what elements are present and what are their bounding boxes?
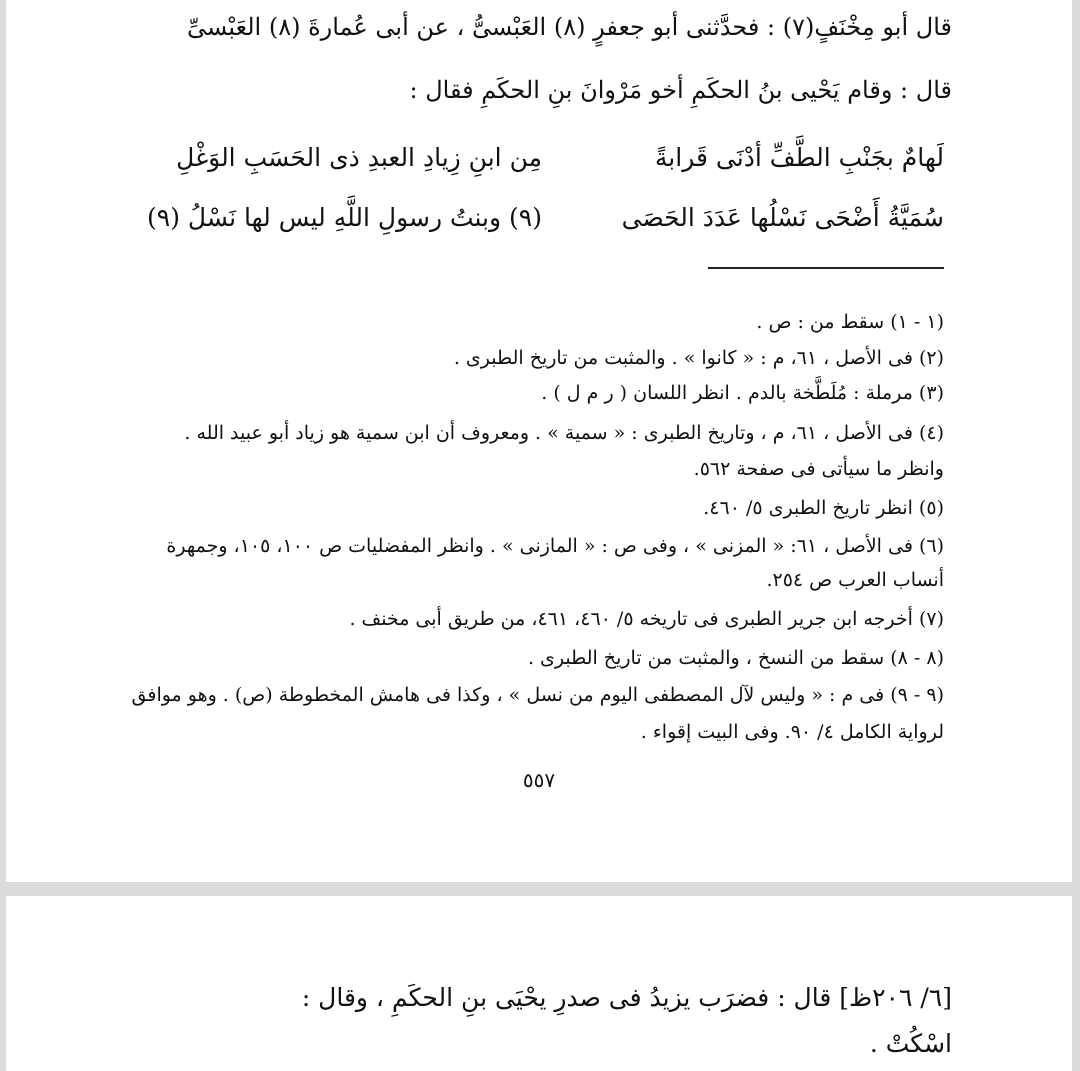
footnote-line: (١ - ١) سقط من : ص . [756,311,944,333]
footnote-line: (٧) أخرجه ابن جرير الطبرى فى تاريخه ٥/ ٤٦٠، ٤٦١، من طريق أبى مخنف . [349,608,944,630]
footnote-line: (٩ - ٩) فى م : « وليس لآل المصطفى اليوم من نسل » ، وكذا فى هامش المخطوطة (ص) . وهو موافق [131,684,944,706]
book-page-557 [6,0,1072,882]
verse-2-first-hemistich: سُمَيَّةُ أَضْحَى نَسْلُها عَدَدَ الحَصَى [621,203,944,232]
footnote-line: وانظر ما سيأتى فى صفحة ٥٦٢. [693,458,944,480]
footnote-line: (٨ - ٨) سقط من النسخ ، والمثبت من تاريخ الطبرى . [527,647,944,669]
footnote-line: (٣) مرملة : مُلَطَّخة بالدم . انظر اللسان ( ر م ل ) . [541,382,944,404]
intro-line-2: قال : وقام يَحْيى بنُ الحكَمِ أخو مَرْوانَ بنِ الحكَمِ فقال : [409,76,952,104]
footnote-line: (٢) فى الأصل ، ٦١، م : « كانوا » . والمثبت من تاريخ الطبرى . [453,347,944,369]
footnote-separator [708,267,944,269]
footnote-line: أنساب العرب ص ٢٥٤. [766,569,944,591]
footnote-line: (٤) فى الأصل ، ٦١، م ، وتاريخ الطبرى : « سمية » . ومعروف أن ابن سمية هو زياد أبو عبيد الله . [184,422,944,444]
verse-1-second-hemistich: مِن ابنِ زِيادِ العبدِ ذى الحَسَبِ الوَغْلِ [176,143,542,172]
page-number: ٥٥٧ [522,768,556,792]
verse-2-second-hemistich: (٩) وبنتُ رسولِ اللَّهِ ليس لها نَسْلُ (٩) [147,203,542,232]
body-line-2: اسْكُتْ . [869,1029,952,1058]
body-line-1: [٦/ ٢٠٦ظ] قال : فضرَب يزيدُ فى صدرِ يحْيَى بنِ الحكَمِ ، وقال : [301,983,952,1012]
verse-1-first-hemistich: لَهامٌ بجَنْبِ الطَّفِّ أدْنَى قَرابةً [654,143,944,172]
footnote-line: لرواية الكامل ٤/ ٩٠. وفى البيت إقواء . [640,721,944,743]
book-page-next [6,896,1072,1071]
footnote-line: (٥) انظر تاريخ الطبرى ٥/ ٤٦٠. [703,497,944,519]
footnote-line: (٦) فى الأصل ، ٦١: « المزنى » ، وفى ص : « المازنى » . وانظر المفضليات ص ١٠٠، ١٠٥، وجمهرة [166,535,944,557]
intro-line-1: قال أبو مِخْنَفٍ(٧) : فحدَّثنى أبو جعفرٍ (٨) العَبْسىُّ ، عن أبى عُمارةَ (٨) العَبْسىِّ [187,13,952,41]
